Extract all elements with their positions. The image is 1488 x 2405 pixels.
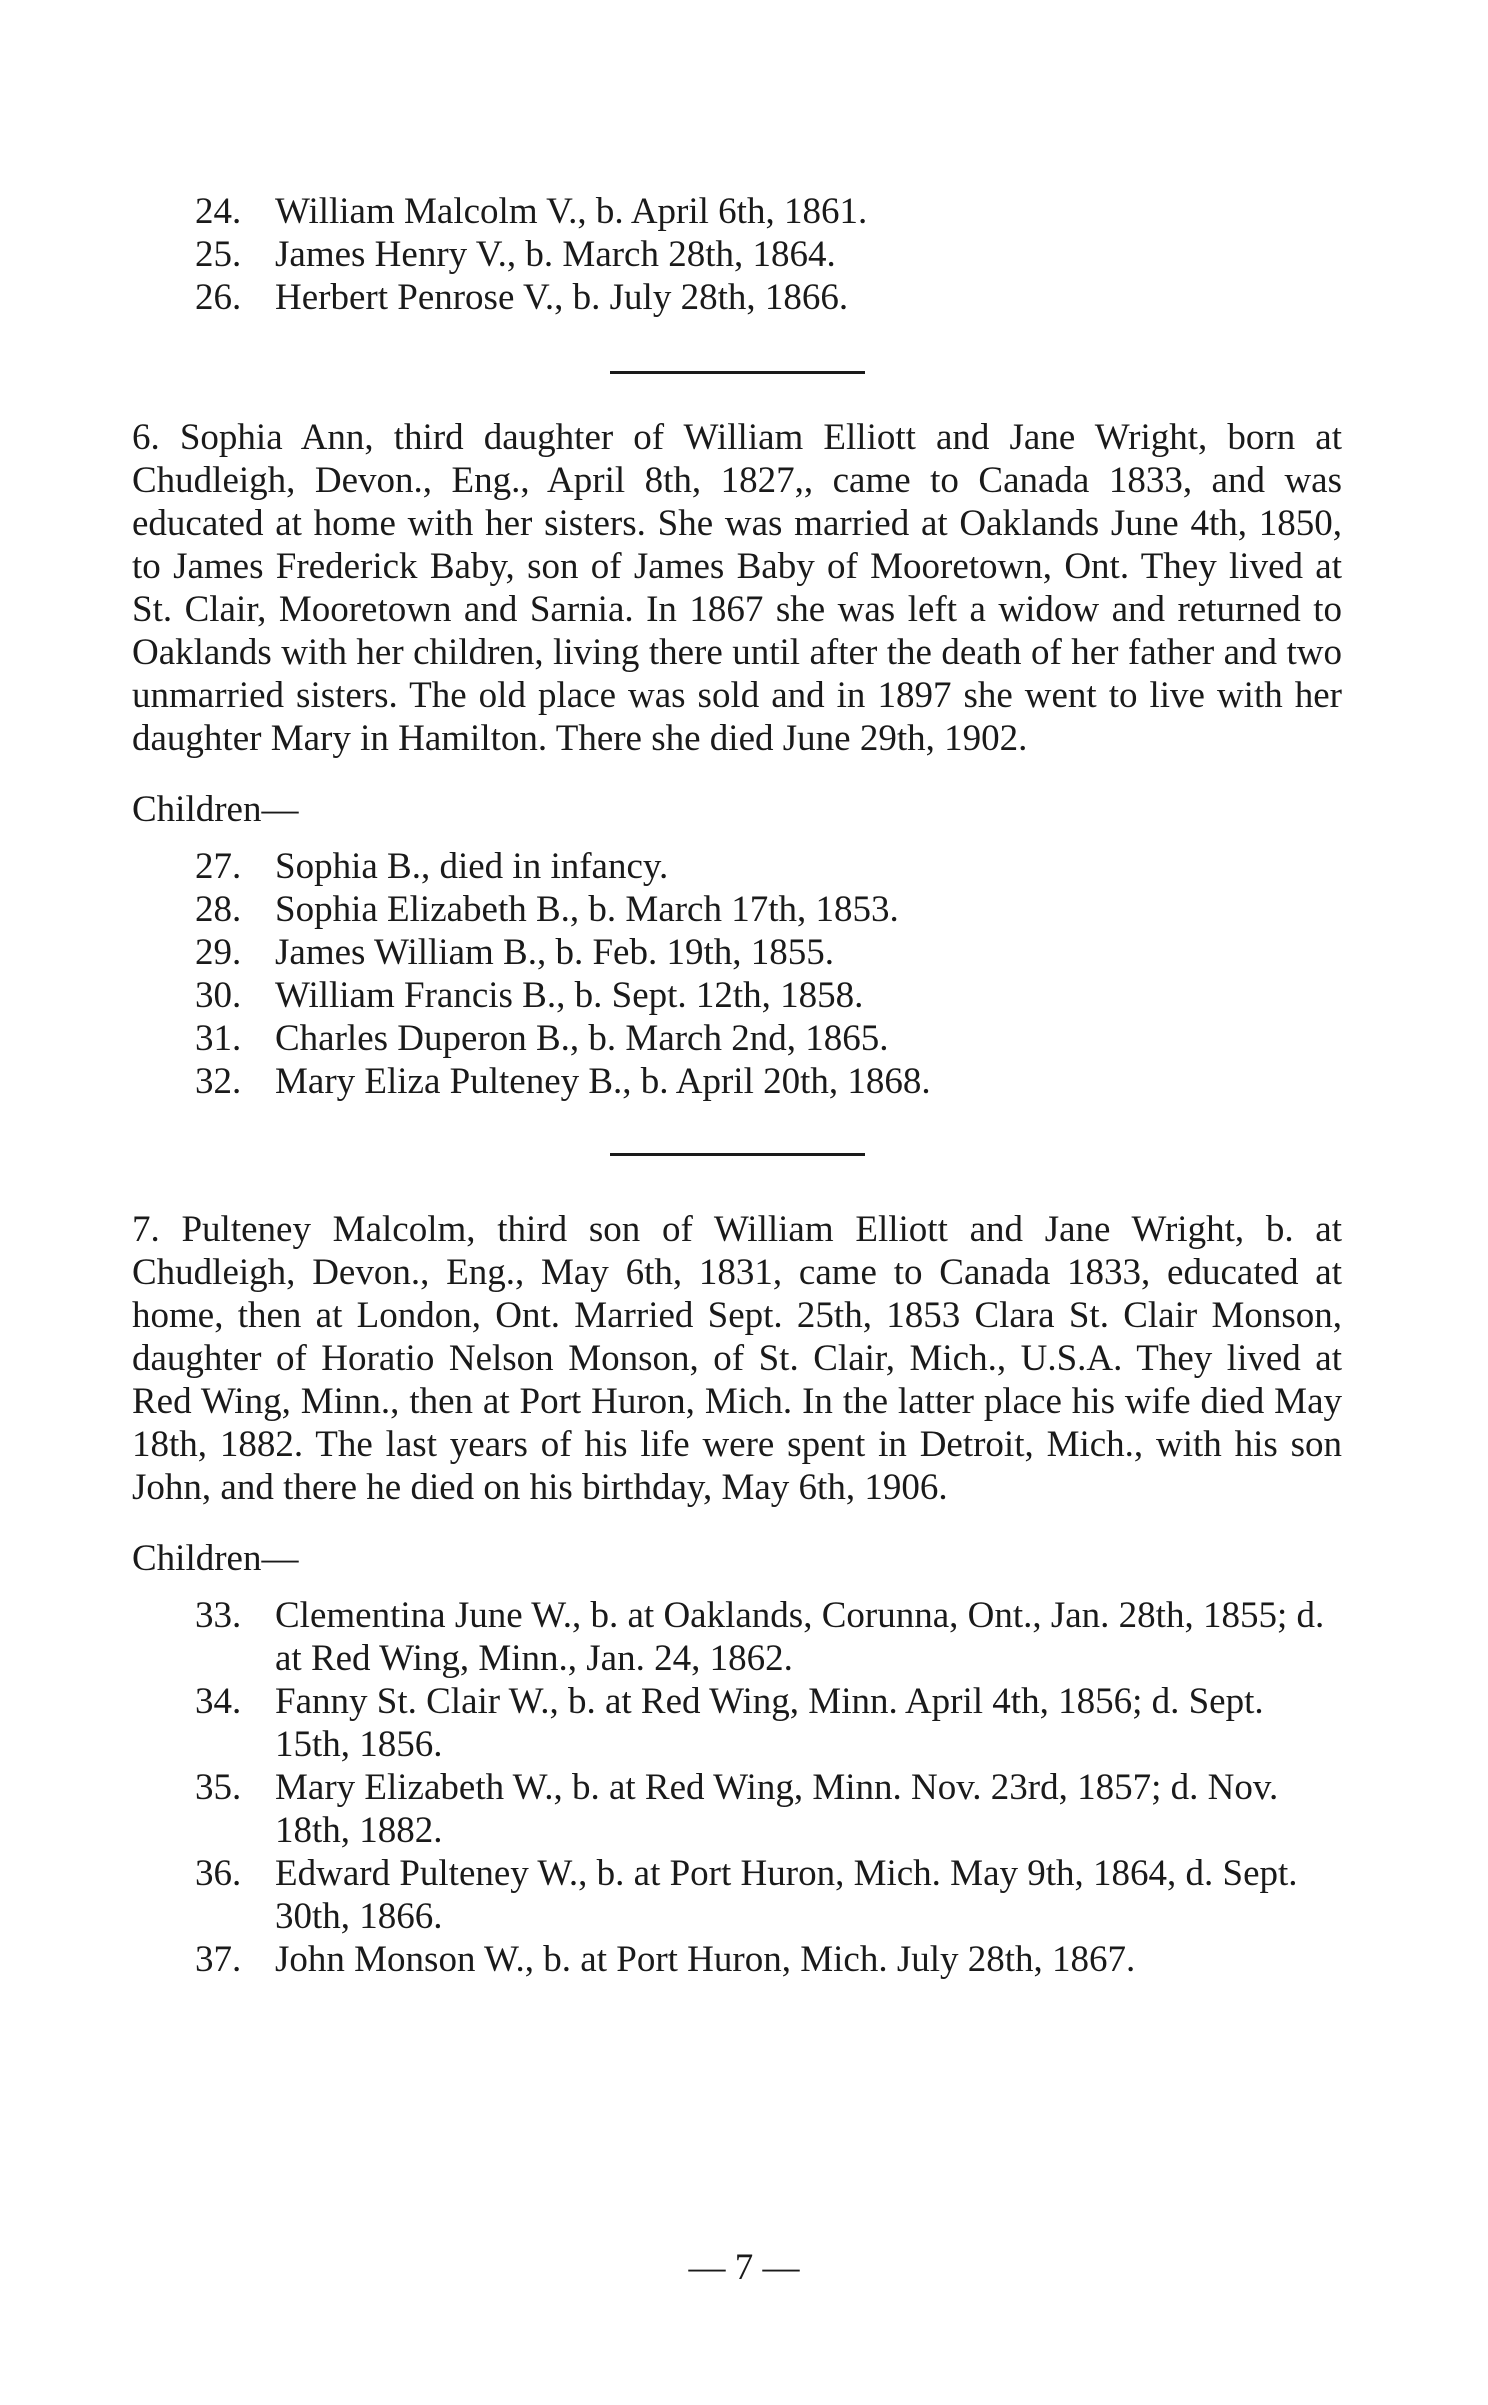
list-item [195, 974, 1342, 1017]
list-item [195, 233, 1342, 276]
section-divider [610, 1153, 865, 1156]
section-divider [610, 371, 865, 374]
section-6-children [195, 845, 1342, 1103]
entry-number: 30. [195, 975, 242, 1016]
section-7-paragraph: 7. Pulteney Malcolm, third son of William Elliott and Jane Wright, b. at Chudleigh, Devon., Eng., May 6th, 1831, came to Canada 1833, educated at home, then at London, Ont. Married Sept. 25th, 1853 Clara St. Clair Monson, daughter of Horatio Nelson Monson, of St. Clair, Mich., U.S.A. They lived at Red Wing, Minn., then at Port Huron, Mich. In the latter place his wife died May 18th, 1882. The last years of his life were spent in Detroit, Mich., with his son John, and there he died on his birthday, May 6th, 1906. [132, 1209, 1342, 1508]
entry-number: 29. [195, 932, 242, 973]
list-item [195, 888, 1342, 931]
entry-text: Mary Elizabeth W., b. at Red Wing, Minn. Nov. 23rd, 1857; d. Nov. 18th, 1882. [275, 1767, 1279, 1851]
entry-number: 26. [195, 277, 242, 318]
entry-text: Mary Eliza Pulteney B., b. April 20th, 1868. [275, 1061, 931, 1102]
list-item [195, 931, 1342, 974]
entry-text: Sophia Elizabeth B., b. March 17th, 1853. [275, 889, 899, 930]
entry-text: James Henry V., b. March 28th, 1864. [275, 234, 836, 275]
entry-text: Fanny St. Clair W., b. at Red Wing, Minn. April 4th, 1856; d. Sept. 15th, 1856. [275, 1681, 1264, 1765]
entry-text: Herbert Penrose V., b. July 28th, 1866. [275, 277, 849, 318]
entry-number: 25. [195, 234, 242, 275]
section-6-paragraph: 6. Sophia Ann, third daughter of William Elliott and Jane Wright, born at Chudleigh, Devon., Eng., April 8th, 1827,, came to Canada 1833, and was educated at home with her sisters. She was married at Oaklands June 4th, 1850, to James Frederick Baby, son of James Baby of Mooretown, Ont. They lived at St. Clair, Mooretown and Sarnia. In 1867 she was left a widow and returned to Oaklands with her children, living there until after the death of her father and two unmarried sisters. The old place was sold and in 1897 she went to live with her daughter Mary in Hamilton. There she died June 29th, 1902. [132, 417, 1342, 759]
page-number: — 7 — [688, 2247, 800, 2288]
entry-number: 37. [195, 1939, 242, 1980]
list-item [195, 1017, 1342, 1060]
list-item [195, 1680, 1342, 1766]
page-content [132, 190, 1342, 1981]
entry-text: John Monson W., b. at Port Huron, Mich. July 28th, 1867. [275, 1939, 1136, 1980]
entry-number: 36. [195, 1853, 242, 1894]
entry-number: 27. [195, 846, 242, 887]
list-item [195, 1938, 1342, 1981]
entry-number: 35. [195, 1767, 242, 1808]
entry-text: Edward Pulteney W., b. at Port Huron, Mich. May 9th, 1864, d. Sept. 30th, 1866. [275, 1853, 1298, 1937]
children-heading: Children— [132, 789, 299, 830]
list-item [195, 190, 1342, 233]
entry-number: 32. [195, 1061, 242, 1102]
entry-text: William Malcolm V., b. April 6th, 1861. [275, 191, 868, 232]
section-7-children [195, 1594, 1342, 1981]
list-item [195, 276, 1342, 319]
children-heading: Children— [132, 1538, 299, 1579]
list-item [195, 1852, 1342, 1938]
entry-text: Sophia B., died in infancy. [275, 846, 669, 887]
entry-number: 31. [195, 1018, 242, 1059]
entry-number: 33. [195, 1595, 242, 1636]
list-item [195, 845, 1342, 888]
entry-number: 34. [195, 1681, 242, 1722]
entry-number: 28. [195, 889, 242, 930]
entry-text: James William B., b. Feb. 19th, 1855. [275, 932, 834, 973]
top-entries [195, 190, 1342, 319]
entry-text: Charles Duperon B., b. March 2nd, 1865. [275, 1018, 889, 1059]
list-item [195, 1766, 1342, 1852]
entry-text: William Francis B., b. Sept. 12th, 1858. [275, 975, 864, 1016]
entry-number: 24. [195, 191, 242, 232]
list-item [195, 1060, 1342, 1103]
entry-text: Clementina June W., b. at Oaklands, Corunna, Ont., Jan. 28th, 1855; d. at Red Wing, Minn., Jan. 24, 1862. [275, 1595, 1325, 1679]
list-item [195, 1594, 1342, 1680]
